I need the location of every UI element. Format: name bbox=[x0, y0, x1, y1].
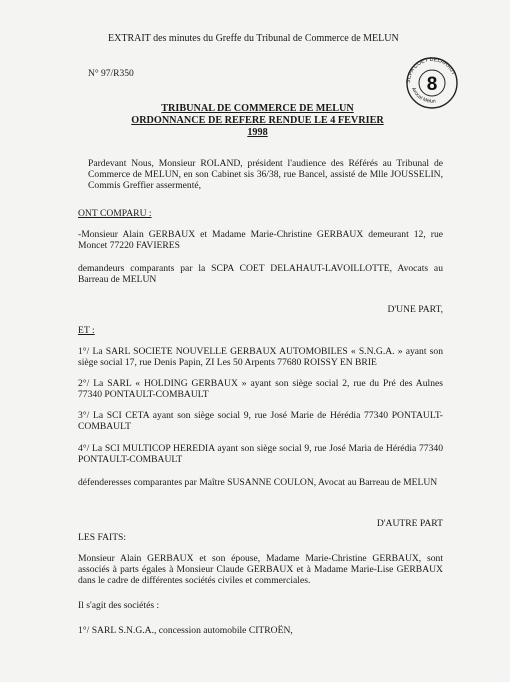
stamp-text-top: SCPA COET DELAHAUT bbox=[405, 56, 457, 84]
les-faits-heading: LES FAITS: bbox=[78, 532, 127, 543]
defendant-4: 4°/ La SCI MULTICOP HEREDIA ayant son siège social 9, rue José Maria de Hérédia 77340 PONTAULT-COMBAULT bbox=[78, 443, 443, 466]
defendants-representation: défenderesses comparantes par Maître SUSANNE COULON, Avocat au Barreau de MELUN bbox=[78, 477, 438, 488]
et-heading: ET : bbox=[78, 325, 95, 336]
reference-number: N° 97/R350 bbox=[88, 69, 134, 79]
company-1-line: 1°/ SARL S.N.G.A., concession automobile CITROËN, bbox=[78, 625, 293, 636]
facts-paragraph: Monsieur Alain GERBAUX et son épouse, Madame Marie-Christine GERBAUX, sont associés à parts égales à Monsieur Claude GERBAUX et à Madame Marie-Lise GERBAUX dans le cadre de différentes sociétés civiles et commerciales. bbox=[78, 553, 443, 587]
il-sagit-line: Il s'agit des sociétés : bbox=[78, 600, 160, 611]
dune-part: D'UNE PART, bbox=[387, 304, 443, 315]
defendant-1: 1°/ La SARL SOCIETE NOUVELLE GERBAUX AUTOMOBILES « S.N.G.A. » ayant son siège social 17, rue Denis Papin, ZI Les 50 Arpents 77680 ROISSY EN BRIE bbox=[78, 346, 443, 369]
header-extract: EXTRAIT des minutes du Greffe du Tribunal de Commerce de MELUN bbox=[108, 33, 399, 44]
intro-paragraph: Pardevant Nous, Monsieur ROLAND, président l'audience des Référés au Tribunal de Commerce de MELUN, en son Cabinet sis 36/38, rue Bancel, assisté de Mlle JOUSSELIN, Commis Greffier assermenté, bbox=[88, 158, 443, 192]
stamp-number: 8 bbox=[426, 74, 438, 95]
defendant-3: 3°/ La SCI CETA ayant son siège social 9, rue José Marie de Hérédia 77340 PONTAULT- COMBAULT bbox=[78, 410, 443, 433]
plaintiffs-paragraph: -Monsieur Alain GERBAUX et Madame Marie-Christine GERBAUX demeurant 12, rue Moncet 77220 FAVIERES bbox=[78, 229, 443, 252]
plaintiffs-representation: demandeurs comparants par la SCPA COET DELAHAUT-LAVOILLOTTE, Avocats au Barreau de MELUN bbox=[78, 263, 443, 286]
court-title: TRIBUNAL DE COMMERCE DE MELUN bbox=[161, 103, 354, 114]
defendant-2: 2°/ La SARL « HOLDING GERBAUX » ayant son siège social 2, rue du Pré des Aulnes 77340 PONTAULT-COMBAULT bbox=[78, 378, 443, 401]
ont-comparu-heading: ONT COMPARU : bbox=[78, 208, 152, 219]
order-title: ORDONNANCE DE REFERE RENDUE LE 4 FEVRIER 1998 bbox=[131, 115, 384, 138]
lawyer-stamp-seal bbox=[396, 50, 468, 110]
dautre-part: D'AUTRE PART bbox=[376, 518, 443, 529]
stamp-text-bottom: Avocat Melun bbox=[410, 86, 437, 105]
